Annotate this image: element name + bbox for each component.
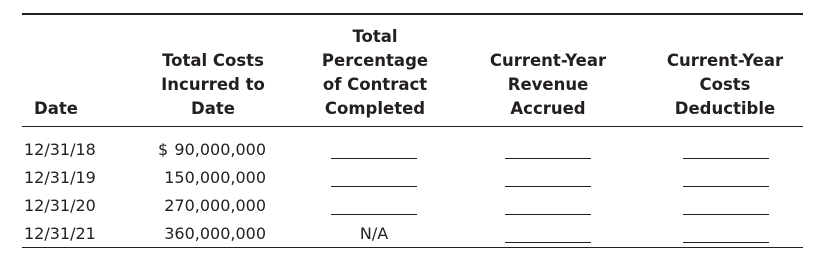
blank-revenue-line xyxy=(505,158,591,159)
blank-deductible-line xyxy=(683,242,769,243)
header-percentage-line: of Contract xyxy=(322,75,428,94)
header-deductible-line: Deductible xyxy=(674,99,776,118)
header-percentage-completed xyxy=(305,17,445,121)
blank-revenue-line xyxy=(505,242,591,243)
header-costs-deductible xyxy=(655,17,795,121)
row-date: 12/31/21 xyxy=(24,224,96,243)
row-date: 12/31/19 xyxy=(24,168,96,187)
row-total-costs-value: 150,000,000 xyxy=(164,168,266,187)
table-row xyxy=(0,220,840,248)
blank-deductible-line xyxy=(683,186,769,187)
header-revenue-line: Revenue xyxy=(507,75,589,94)
row-date: 12/31/18 xyxy=(24,140,96,159)
header-total-costs-line: Total Costs xyxy=(162,51,264,70)
row-total-costs xyxy=(158,136,266,164)
currency-symbol: $ xyxy=(158,140,169,159)
row-total-costs xyxy=(158,192,266,220)
table-bottom-rule xyxy=(22,247,803,248)
blank-revenue-line xyxy=(505,214,591,215)
header-percentage-line: Completed xyxy=(324,99,426,118)
row-total-costs xyxy=(158,164,266,192)
row-total-costs-value: 90,000,000 xyxy=(174,140,266,159)
table-row xyxy=(0,136,840,164)
header-percentage-line: Total xyxy=(352,27,398,46)
row-percentage-na: N/A xyxy=(359,224,389,243)
header-total-costs-line: Date xyxy=(191,99,235,118)
blank-deductible-line xyxy=(683,214,769,215)
table-row xyxy=(0,192,840,220)
header-total-costs-line: Incurred to xyxy=(161,75,265,94)
blank-percentage-line xyxy=(331,214,417,215)
row-total-costs xyxy=(158,220,266,248)
row-total-costs-value: 360,000,000 xyxy=(164,224,266,243)
blank-deductible-line xyxy=(683,158,769,159)
blank-percentage-line xyxy=(331,158,417,159)
row-total-costs-value: 270,000,000 xyxy=(164,196,266,215)
header-date xyxy=(34,17,94,121)
blank-percentage-line xyxy=(331,186,417,187)
header-percentage-line: Percentage xyxy=(321,51,429,70)
table-row xyxy=(0,164,840,192)
header-revenue-accrued xyxy=(478,17,618,121)
table-top-rule xyxy=(22,13,803,15)
header-deductible-line: Current-Year xyxy=(666,51,784,70)
header-date-line: Date xyxy=(34,99,78,118)
row-date: 12/31/20 xyxy=(24,196,96,215)
header-total-costs xyxy=(148,17,278,121)
blank-revenue-line xyxy=(505,186,591,187)
header-divider-rule xyxy=(22,126,803,127)
header-revenue-line: Accrued xyxy=(510,99,586,118)
header-deductible-line: Costs xyxy=(699,75,751,94)
header-revenue-line: Current-Year xyxy=(489,51,607,70)
